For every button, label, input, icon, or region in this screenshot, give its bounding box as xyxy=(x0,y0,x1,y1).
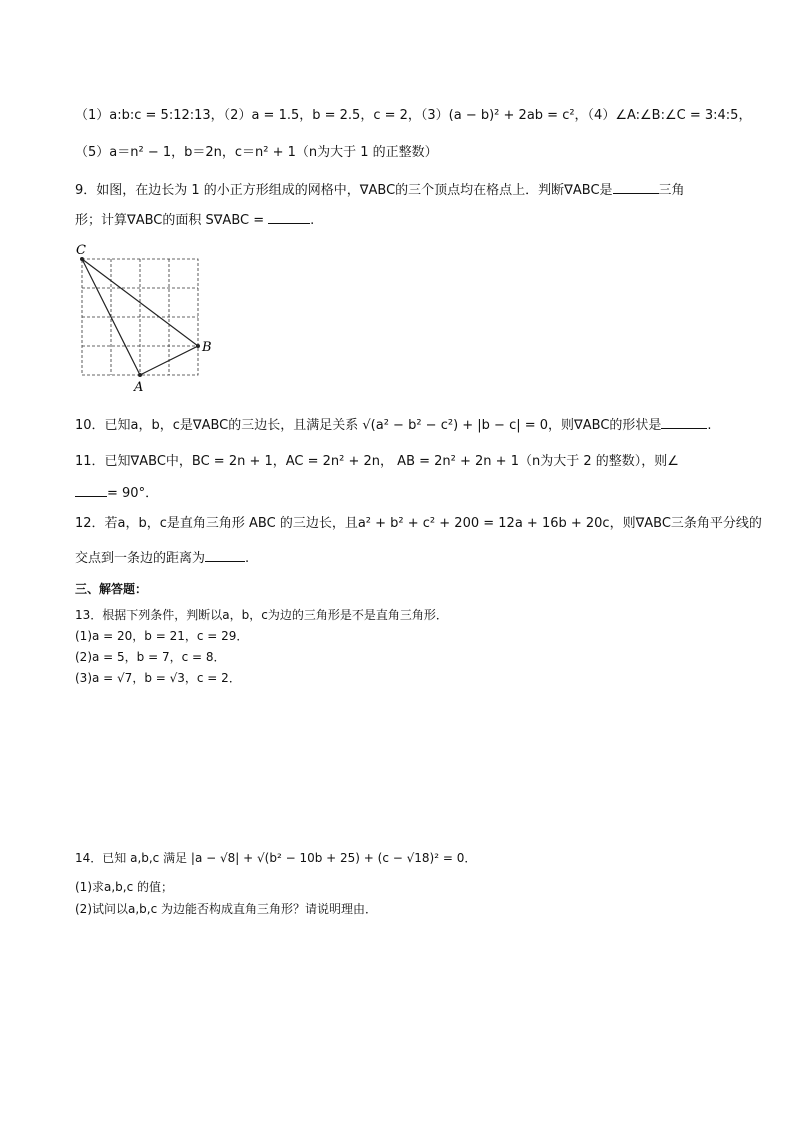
question-14-item-2: (2)试问以a,b,c 为边能否构成直角三角形？请说明理由． xyxy=(75,902,378,916)
question-13-item-2: (2)a = 5，b = 7，c = 8． xyxy=(75,650,226,664)
grid-lines xyxy=(82,259,198,375)
answer-blank-10[interactable] xyxy=(661,416,707,429)
question-13-title: 13．根据下列条件，判断以a，b，c为边的三角形是不是直角三角形． xyxy=(75,608,448,622)
condition-list-line-2: （5）a＝n² − 1，b＝2n，c＝n² + 1（n为大于 1 的正整数） xyxy=(75,145,438,160)
question-10 xyxy=(75,416,712,435)
question-12-end: . xyxy=(245,551,250,566)
question-9-line-1 xyxy=(75,181,685,200)
question-11-end: = 90°． xyxy=(107,486,159,501)
question-11-line-1: 11．已知∇ABC中，BC = 2n + 1，AC = 2n² + 2n， AB = 2n² + 2n + 1（n为大于 2 的整数），则∠ xyxy=(75,454,679,469)
answer-blank-11[interactable] xyxy=(75,484,107,497)
question-13-item-1: (1)a = 20，b = 21，c = 29． xyxy=(75,629,249,643)
label-a: A xyxy=(134,380,144,395)
answer-blank-9a[interactable] xyxy=(613,181,659,194)
question-10-end: . xyxy=(707,418,712,433)
question-9-end: 三角 xyxy=(658,183,685,198)
question-13-item-3: (3)a = √7，b = √3，c = 2． xyxy=(75,671,241,685)
vertex-a xyxy=(138,373,142,377)
vertex-b xyxy=(196,344,200,348)
label-b: B xyxy=(202,340,212,355)
section-heading: 三、解答题： xyxy=(75,582,148,596)
answer-blank-12[interactable] xyxy=(205,549,245,562)
question-12-line-1: 12．若a，b，c是直角三角形 ABC 的三边长，且a² + b² + c² + 200 = 12a + 16b + 20c，则∇ABC三条角平分线的 xyxy=(75,516,762,531)
question-9-line-2 xyxy=(75,211,314,230)
question-14-item-1: (1)求a,b,c 的值； xyxy=(75,880,174,894)
question-10-text: 10．已知a，b，c是∇ABC的三边长，且满足关系 √(a² − b² − c²) + |b − c| = 0，则∇ABC的形状是 xyxy=(75,418,662,433)
label-c: C xyxy=(76,243,86,258)
answer-blank-9b[interactable] xyxy=(268,211,310,224)
grid-triangle-figure xyxy=(70,240,230,395)
question-11-line-2 xyxy=(75,484,158,503)
question-9-end-2: . xyxy=(310,213,315,228)
question-12-text-2: 交点到一条边的距离为 xyxy=(75,551,206,566)
condition-list-line-1: （1）a:b:c = 5:12:13，（2）a = 1.5，b = 2.5，c = 2，（3）(a − b)² + 2ab = c²，（4）∠A:∠B:∠C = 3:4:5， xyxy=(75,108,752,123)
question-12-line-2 xyxy=(75,549,249,568)
question-9-text-2: 形；计算∇ABC的面积 S∇ABC = xyxy=(75,213,265,228)
question-9-text: 9．如图，在边长为 1 的小正方形组成的网格中，∇ABC的三个顶点均在格点上．判断∇ABC是 xyxy=(75,183,613,198)
question-14-title: 14．已知 a,b,c 满足 |a − √8| + √(b² − 10b + 25) + (c − √18)² = 0． xyxy=(75,851,477,865)
